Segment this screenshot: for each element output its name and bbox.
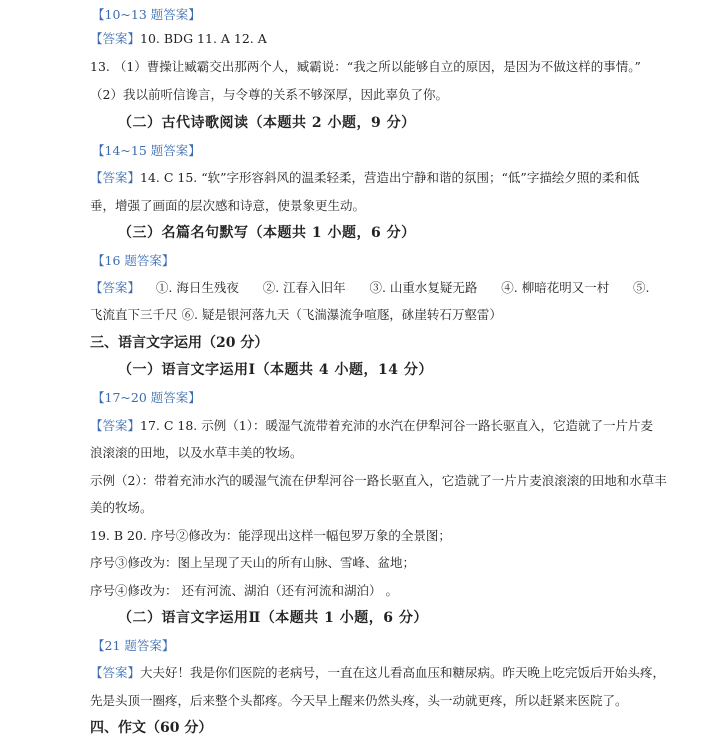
answer-text: 大夫好！我是你们医院的老病号，一直在这儿看高血压和糖尿病。昨天晚上吃完饭后开始头疼， xyxy=(140,665,666,680)
answer-header-14-15: 【14~15 题答案】 xyxy=(92,143,201,158)
answer-18-line-2: 浪滚滚的田地，以及水草丰美的牧场。 xyxy=(90,445,303,460)
answer-header-17-20: 【17~20 题答案】 xyxy=(92,390,201,405)
answer-line-10-12 xyxy=(90,30,267,48)
answer-line-16 xyxy=(90,279,650,297)
section-title-language-1: （一）语言文字运用Ⅰ（本题共 4 小题，14 分） xyxy=(118,362,433,378)
answer-line-14-15 xyxy=(90,169,639,187)
answer-tag: 【答案】 xyxy=(90,170,141,185)
answer-line-21 xyxy=(90,664,665,682)
answer-19-20-line: 19. B 20. 序号②修改为：能浮现出这样一幅包罗万象的全景图； xyxy=(90,528,451,543)
answer-header-21: 【21 题答案】 xyxy=(92,638,175,653)
part-title-language: 三、语言文字运用（20 分） xyxy=(90,335,269,351)
answer-20-line-3: 序号④修改为： 还有河流、湖泊（还有河流和湖泊） 。 xyxy=(90,583,398,598)
answer-text: 17. C 18. 示例（1）：暖湿气流带着充沛的水汽在伊犁河谷一路长驱直入，它造就了一片片麦 xyxy=(140,418,653,433)
answer-header-16: 【16 题答案】 xyxy=(92,253,175,268)
answer-18-line-3: 示例（2）：带着充沛水汽的暖湿气流在伊犁河谷一路长驱直入，它造就了一片片麦浪滚滚的田地和水草丰 xyxy=(90,473,667,488)
answer-15-line-2: 垂，增强了画面的层次感和诗意，使景象更生动。 xyxy=(90,198,366,213)
section-title-dictation: （三）名篇名句默写（本题共 1 小题，6 分） xyxy=(118,225,416,241)
answer-tag: 【答案】 xyxy=(90,31,141,46)
answer-18-line-4: 美的牧场。 xyxy=(90,500,153,515)
answer-13-line-1: 13. （1）曹操让臧霸交出那两个人，臧霸说：“我之所以能够自立的原因，是因为不做这样的事情。” xyxy=(90,59,641,74)
answer-21-line-2: 先是头顶一圈疼，后来整个头都疼。今天早上醒来仍然头疼，头一动就更疼，所以赶紧来医院了。 xyxy=(90,693,628,708)
answer-20-line-2: 序号③修改为：图上呈现了天山的所有山脉、雪峰、盆地； xyxy=(90,555,416,570)
part-title-essay: 四、作文（60 分） xyxy=(90,720,213,736)
section-title-poetry: （二）古代诗歌阅读（本题共 2 小题，9 分） xyxy=(118,115,416,131)
answer-line-17-18 xyxy=(90,417,653,435)
section-title-language-2: （二）语言文字运用Ⅱ（本题共 1 小题，6 分） xyxy=(118,610,428,626)
answer-16-line-2: 飞流直下三千尺 ⑥. 疑是银河落九天（飞湍瀑流争喧豗，砯崖转石万壑雷） xyxy=(90,307,502,322)
answer-tag: 【答案】 xyxy=(90,418,141,433)
answer-tag: 【答案】 xyxy=(90,665,141,680)
answer-tag: 【答案】 xyxy=(90,280,141,295)
answer-header-10-13: 【10~13 题答案】 xyxy=(92,7,201,22)
answer-text: 14. C 15. “软”字形容斜风的温柔轻柔，营造出宁静和谐的氛围；“低”字描绘夕照的柔和低 xyxy=(140,170,640,185)
answer-text: 10. BDG 11. A 12. A xyxy=(140,31,267,46)
answer-text: ①. 海日生残夜 ②. 江春入旧年 ③. 山重水复疑无路 ④. 柳暗花明又一村 ⑤. xyxy=(140,280,650,295)
answer-13-line-2: （2）我以前听信谗言，与令尊的关系不够深厚，因此辜负了你。 xyxy=(90,87,448,102)
